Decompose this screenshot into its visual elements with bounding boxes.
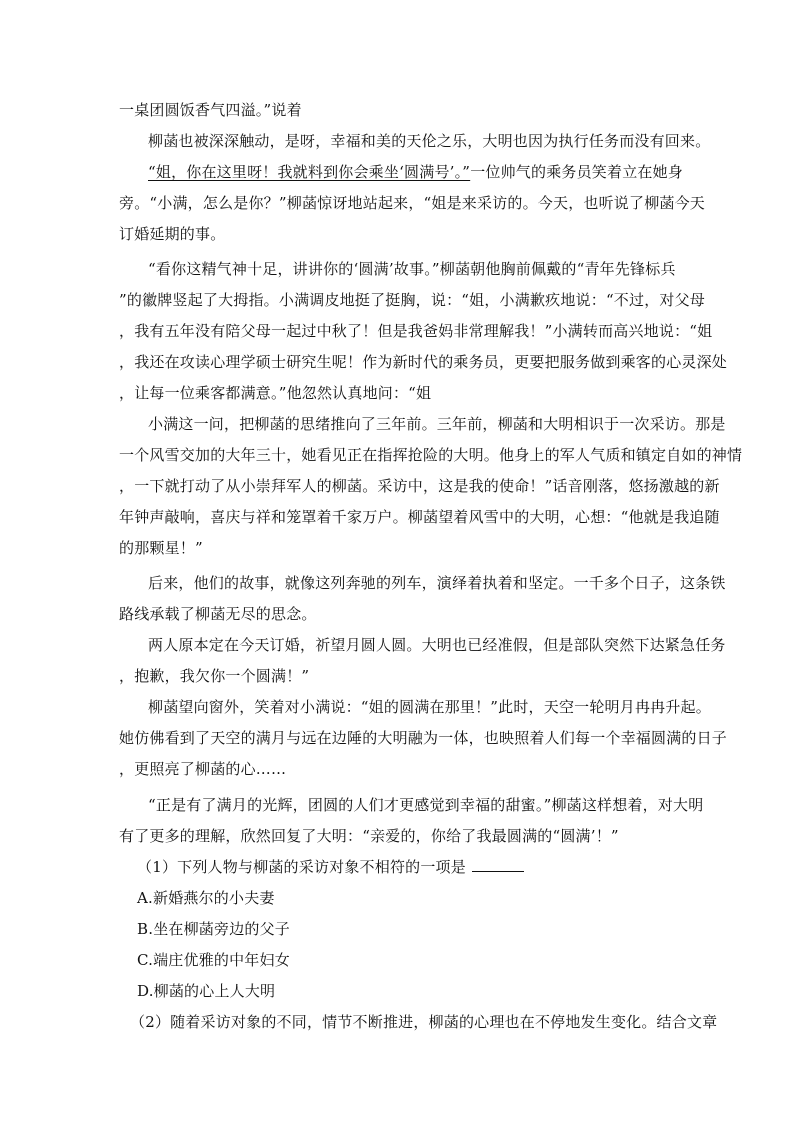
- text-segment: 一位帅气的乘务员笑着立在她身: [470, 163, 683, 181]
- option-b: B.坐在柳菡旁边的父子: [137, 920, 290, 938]
- text-line: 一桌团圆饭香气四溢。”说着: [119, 101, 302, 119]
- paragraph-line: 柳菡也被深深触动，是呀，幸福和美的天伦之乐，大明也因为执行任务而没有回来。: [148, 132, 711, 150]
- text-line: 有了更多的理解，欣然回复了大明：“亲爱的，你给了我最圆满的“圆满’！”: [119, 827, 619, 845]
- paragraph-line: “正是有了满月的光辉，团圆的人们才更感觉到幸福的甜蜜。”柳菡这样想着，对大明: [148, 796, 704, 814]
- text-line: ，更照亮了柳菡的心……: [119, 760, 287, 778]
- text-line: 年钟声敲响，喜庆与祥和笼罩着千家万户。柳菡望着风雪中的大明，心想：“他就是我追随: [119, 508, 720, 526]
- answer-blank[interactable]: [472, 857, 524, 872]
- paragraph-line: [148, 162, 683, 182]
- question-1: [137, 857, 679, 877]
- question-1-text: （1）下列人物与柳菡的采访对象不相符的一项是: [137, 858, 466, 876]
- underlined-quote: “姐，你在这里呀！我就料到你会乘坐‘圆满号’。”: [148, 163, 471, 181]
- text-line: 订婚延期的事。: [119, 225, 226, 243]
- paragraph-line: “看你这精气神十足，讲讲你的‘圆满’故事。”柳菡朝他胸前佩戴的“青年先锋标兵: [148, 260, 676, 278]
- text-line: 一个风雪交加的大年三十，她看见正在指挥抢险的大明。他身上的军人气质和镇定自如的神情: [119, 446, 743, 464]
- paragraph-line: 小满这一问，把柳菡的思绪推向了三年前。三年前，柳菡和大明相识于一次采访。那是: [148, 415, 726, 433]
- text-line: ，抱歉，我欠你一个圆满！”: [119, 667, 310, 685]
- option-c: C.端庄优雅的中年妇女: [137, 951, 290, 969]
- text-line: ，我有五年没有陪父母一起过中秋了！但是我爸妈非常理解我！”小满转而高兴地说：“姐: [119, 322, 713, 340]
- option-a: A.新婚燕尔的小夫妻: [137, 889, 275, 907]
- text-line: ，让每一位乘客都满意。”他忽然认真地问：“姐: [119, 384, 432, 402]
- text-line: ，我还在攻读心理学硕士研究生呢！作为新时代的乘务员，更要把服务做到乘客的心灵深处: [119, 353, 728, 371]
- text-line: 路线承载了柳菡无尽的思念。: [119, 605, 317, 623]
- text-line: 的那颗星！”: [119, 539, 203, 557]
- option-d: D.柳菡的心上人大明: [137, 982, 276, 1000]
- paragraph-line: 两人原本定在今天订婚，祈望月圆人圆。大明也已经准假，但是部队突然下达紧急任务: [148, 636, 726, 654]
- text-line: ”的徽牌竖起了大拇指。小满调皮地挺了挺胸，说：“姐，小满歉疚地说：“不过，对父母: [119, 291, 706, 309]
- text-line: 她仿佛看到了天空的满月与远在边陲的大明融为一体，也映照着人们每一个幸福圆满的日子: [119, 729, 728, 747]
- text-line: ，一下就打动了从小崇拜军人的柳菡。采访中，这是我的使命！”话音刚落，悠扬激越的新: [119, 477, 720, 495]
- text-line: 旁。“小满，怎么是你？”柳菡惊讶地站起来，“姐是来采访的。今天，也听说了柳菡今天: [119, 194, 706, 212]
- paragraph-line: 后来，他们的故事，就像这列奔驰的列车，演绎着执着和坚定。一千多个日子，这条铁: [148, 574, 726, 592]
- question-2: （2）随着采访对象的不同，情节不断推进，柳菡的心理也在不停地发生变化。结合文章: [130, 1013, 718, 1031]
- paragraph-line: 柳菡望向窗外，笑着对小满说：“姐的圆满在那里！”此时，天空一轮明月冉冉升起。: [148, 698, 711, 716]
